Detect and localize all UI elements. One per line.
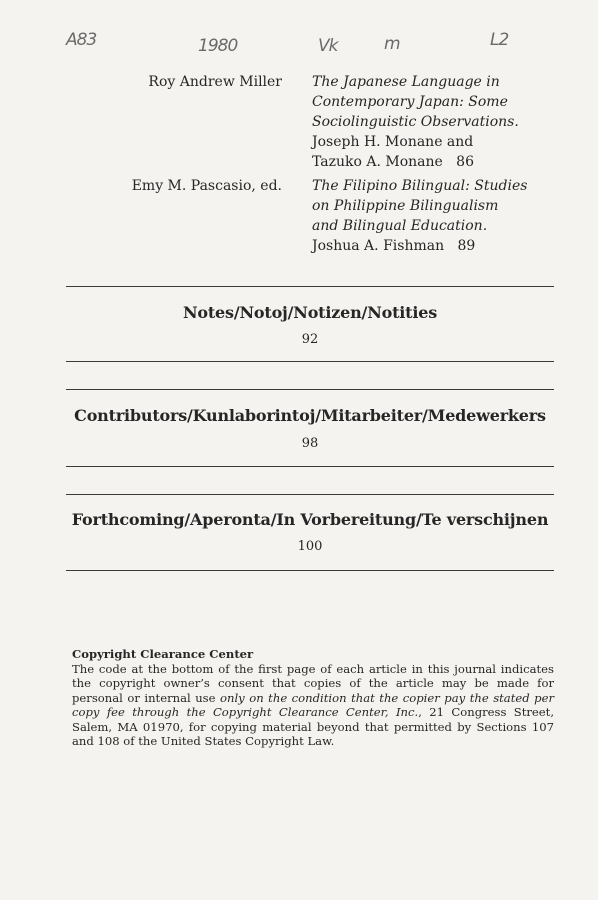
- copyright-text: The code at the bottom of the first page of each article in this journal indicates the copyright owner’s consent that copies of the article may be made for personal or internal use: [72, 661, 554, 705]
- section-page-number: 92: [301, 332, 319, 347]
- handwritten-note: L2: [490, 30, 509, 50]
- page-number: 86: [456, 154, 474, 170]
- copyright-text: , 21 Congress Street, Salem, MA 01970, for copying material beyond that permitted by Sections 107 and 108 of the United States Copyright Law.: [72, 705, 555, 748]
- handwritten-note: m: [384, 34, 400, 54]
- review-book: [312, 176, 582, 256]
- section-title-notes: Notes/Notoj/Notizen/Notities: [182, 303, 438, 322]
- copyright-heading: Copyright Clearance Center: [72, 647, 254, 661]
- divider-rule: [66, 466, 554, 467]
- reviewer-line: Joseph H. Monane and: [312, 134, 474, 150]
- section-title-contributors: Contributors/Kunlaborintoj/Mitarbeiter/Medewerkers: [74, 406, 546, 425]
- divider-rule: [66, 286, 554, 287]
- book-title-line: Sociolinguistic Observations.: [312, 114, 519, 130]
- copyright-text-italic: only on the condition that the copier pay the stated per copy fee through the: [72, 690, 554, 719]
- reviewer-line: [312, 236, 582, 256]
- book-title-line: Contemporary Japan: Some: [312, 94, 508, 110]
- reviewer-name: Joshua A. Fishman: [312, 238, 445, 254]
- review-author: Roy Andrew Miller: [148, 74, 282, 90]
- divider-rule: [66, 389, 554, 390]
- review-author: Emy M. Pascasio, ed.: [131, 178, 282, 194]
- copyright-notice: [72, 647, 554, 749]
- handwritten-note: 1980: [198, 36, 238, 56]
- section-title-forthcoming: Forthcoming/Aperonta/In Vorbereitung/Te verschijnen: [71, 510, 549, 529]
- reviewer-name: Tazuko A. Monane: [312, 154, 443, 170]
- book-title-line: The Japanese Language in: [312, 74, 500, 90]
- handwritten-note: A83: [66, 30, 97, 50]
- section-page-number: 98: [301, 436, 319, 451]
- divider-rule: [66, 570, 554, 571]
- review-book: [312, 72, 582, 172]
- divider-rule: [66, 494, 554, 495]
- divider-rule: [66, 361, 554, 362]
- handwritten-note: Vk: [318, 36, 338, 56]
- page-number: 89: [457, 238, 476, 254]
- section-page-number: 100: [297, 539, 323, 554]
- reviewer-line: [312, 152, 582, 172]
- book-title-line: The Filipino Bilingual: Studies: [312, 178, 528, 194]
- book-title-line: on Philippine Bilingualism: [312, 198, 499, 214]
- book-title-line: and Bilingual Education.: [312, 218, 488, 234]
- copyright-center-name: Copyright Clearance Center, Inc.: [212, 705, 419, 719]
